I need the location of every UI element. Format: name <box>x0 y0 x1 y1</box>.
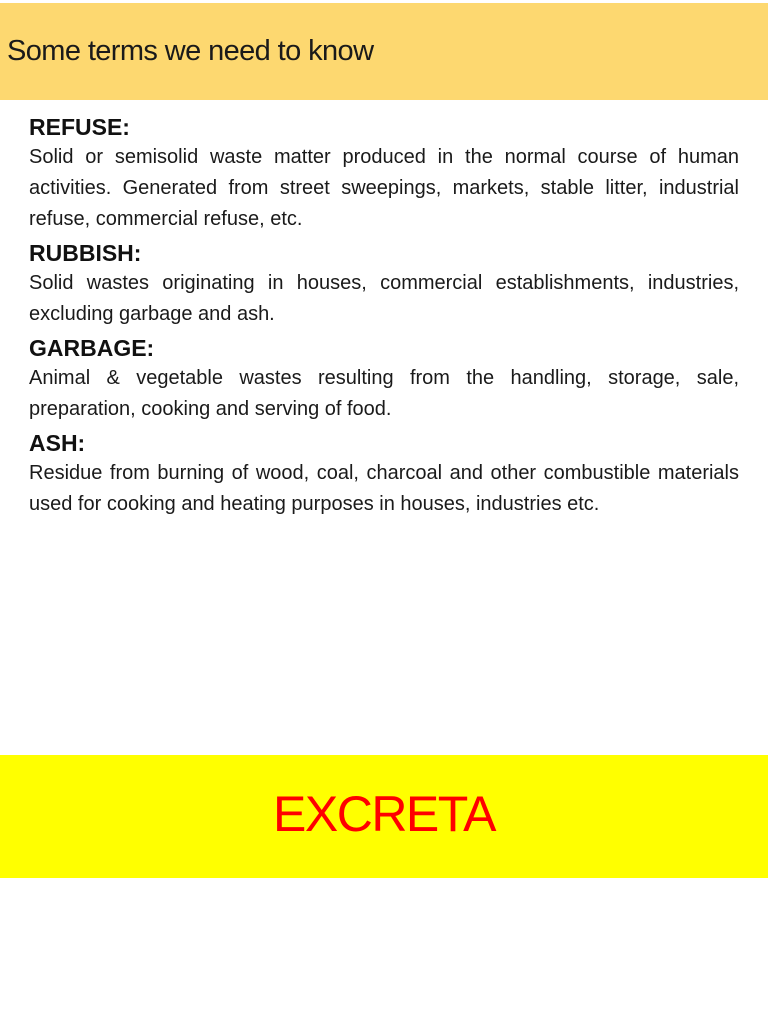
term-garbage-heading: GARBAGE: <box>29 335 155 361</box>
term-ash-definition: Residue from burning of wood, coal, charcoal and other combustible materials used for cooking and heating purposes in houses, industries etc. <box>29 462 739 515</box>
page-title: Some terms we need to know <box>7 35 374 67</box>
header-band <box>0 3 768 100</box>
excreta-section-title: EXCRETA <box>273 786 495 842</box>
term-refuse-definition: Solid or semisolid waste matter produced in the normal course of human activities. Generated from street sweepings, markets, stable litter, industrial refuse, commercial refuse, etc. <box>29 146 739 230</box>
term-rubbish-heading: RUBBISH: <box>29 240 142 266</box>
excreta-section-band <box>0 755 768 878</box>
term-ash-heading: ASH: <box>29 430 86 456</box>
term-refuse-heading: REFUSE: <box>29 114 130 140</box>
term-rubbish-definition: Solid wastes originating in houses, commercial establishments, industries, excluding garbage and ash. <box>29 272 739 325</box>
terms-list <box>29 112 739 523</box>
term-garbage-definition: Animal & vegetable wastes resulting from the handling, storage, sale, preparation, cooking and serving of food. <box>29 367 739 420</box>
